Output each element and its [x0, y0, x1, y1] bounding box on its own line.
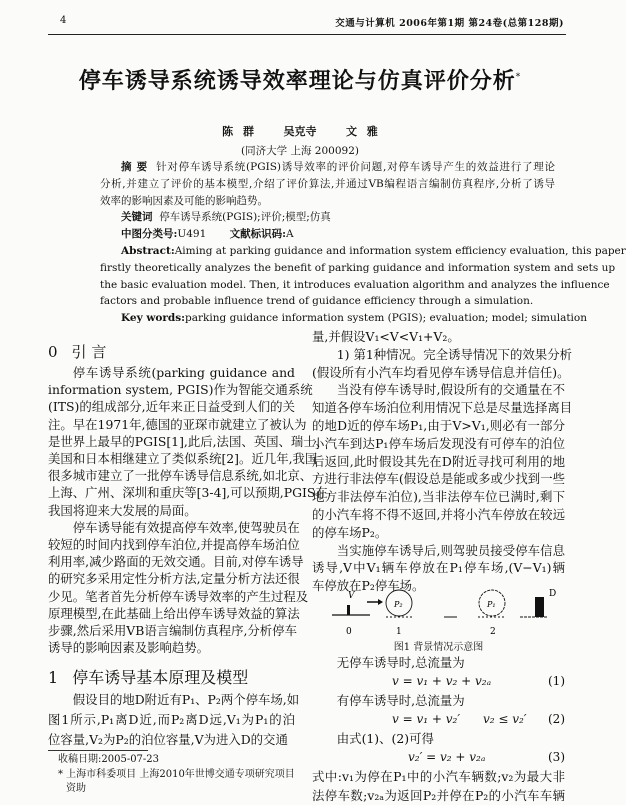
- text-line: 位容量,V₂为P₂的泊位容量,V为进入D的交通: [48, 732, 288, 747]
- text-line: 较短的时间内找到停车泊位,并提高停车场泊位: [48, 537, 300, 553]
- abstract-en-line: firstly theoretically analyzes the benefit of parking guidance and information system and sets up: [100, 261, 616, 274]
- paper-title: [0, 64, 600, 95]
- p1-label: P₁: [487, 600, 496, 609]
- text-line: information system, PGIS)作为智能交通系统: [48, 382, 313, 398]
- text-line: (假设所有小汽车均看见停车诱导信息并信任)。: [312, 364, 570, 380]
- header-rule: [48, 34, 566, 35]
- equations-block: [312, 653, 565, 805]
- text-line: 诱导的影响因素及影响趋势。: [48, 640, 210, 656]
- text-line: 利用率,减少路面的无效交通。目前,对停车诱导: [48, 554, 304, 570]
- authors: 陈 群 吴克寺 文 雅: [222, 125, 378, 138]
- text-line: 步骤,然后采用VB语言编制仿真程序,分析停车: [48, 623, 297, 639]
- equation-1: v = v₁ + v₂ + v₂ₐ (1): [312, 672, 565, 691]
- paragraph: [48, 690, 300, 750]
- abstract-cn-label: 摘 要: [121, 161, 148, 173]
- tick-label: 2: [490, 627, 496, 637]
- text-line: 是世界上最早的PGIS[1],此后,法国、英国、瑞士、: [48, 433, 329, 449]
- title-footnote-mark: *: [515, 72, 522, 83]
- where-line: 法停车数;v₂ₐ为返回P₂并停在P₂的小汽车车辆: [312, 788, 565, 803]
- footnote-funding-cont: 资助: [66, 783, 86, 794]
- destination-label: D: [549, 589, 557, 599]
- p2-label: P₂: [394, 600, 403, 609]
- title-text: 停车诱导系统诱导效率理论与仿真评价分析: [78, 68, 516, 94]
- abstract-en-line: Abstract:Aiming at parking guidance and information system efficiency evaluation, this paper: [121, 244, 626, 257]
- right-column-text: [312, 328, 573, 595]
- text-line: 的小汽车将不得不返回,并将小汽车停放在较远: [312, 506, 565, 522]
- text-line: 诱导,V中V₁辆车停放在P₁停车场,(V−V₁)辆: [312, 560, 565, 576]
- affiliation: (同济大学 上海 200092): [241, 145, 359, 157]
- abstract-en-label: Abstract:: [121, 244, 175, 257]
- footnotes: [58, 753, 298, 797]
- classification: 中图分类号:U491 文献标识码:A: [121, 228, 294, 241]
- equation-3: v₂′ = v₂ + v₂ₐ (3): [312, 748, 565, 767]
- paragraph: [312, 381, 573, 541]
- text-line: 停车诱导系统(parking guidance and: [72, 365, 295, 380]
- text-line: 上海、广州、深圳和重庆等[3-4],可以预期,PGIS在: [48, 485, 328, 501]
- arrow-head-icon: [378, 599, 383, 605]
- text-line: 少见。笔者首先分析停车诱导效率的产生过程及: [48, 588, 309, 604]
- equation-number: (3): [548, 750, 565, 764]
- text-line: 车停放在P₂停车场。: [312, 578, 425, 594]
- abstract-cn-line: 摘 要 针对停车诱导系统(PGIS)诱导效率的评价问题,对停车诱导产生的效益进行了理论: [121, 161, 556, 173]
- section-heading-principle: 1 停车诱导基本原理及模型: [48, 668, 249, 687]
- origin-marker: [347, 605, 350, 615]
- flow-label: V: [348, 591, 355, 601]
- paragraph: [48, 364, 329, 519]
- tick-label: 0: [346, 627, 352, 637]
- abstract-en-line: the basic evaluation model. Then, it introduces evaluation algorithm and analyzes the influence: [100, 278, 610, 291]
- keywords-en: Key words:parking guidance information system (PGIS); evaluation; model; simulation: [121, 312, 587, 325]
- footnote-funding: * 上海市科委项目 上海2010年世博交通专项研究项目: [58, 768, 295, 780]
- derive-text: 由式(1)、(2)可得: [336, 731, 434, 746]
- text-line: 很多城市建立了一批停车诱导信息系统,如北京、: [48, 468, 313, 484]
- with-guidance-text: 有停车诱导时,总流量为: [336, 693, 465, 708]
- footnote-received: 收稿日期:2005-07-23: [58, 754, 160, 765]
- text-line: 地方非法停车泊位),当非法停车位已满时,剩下: [312, 489, 565, 505]
- tick-label: 1: [396, 627, 402, 637]
- figure-caption: 图1 背景情况示意图: [393, 642, 484, 653]
- abstract-en-line: factors and probable influence trend of guidance efficiency through a simulation.: [100, 295, 534, 308]
- abstract-cn-line: 效率的影响因素及可能的影响趋势。: [100, 194, 268, 207]
- paragraph: [312, 542, 565, 595]
- paragraph: [312, 328, 565, 346]
- equation-2: v = v₁ + v₂′ v₂ ≤ v₂′ (2): [312, 710, 565, 729]
- where-line: 式中:v₁为停在P₁中的小汽车辆数;v₂为最大非: [312, 769, 565, 784]
- destination-building: [535, 597, 544, 617]
- paragraph: [48, 519, 309, 657]
- text-line: 方进行非法停车(假设总是能或多或少找到一些: [312, 471, 565, 487]
- text-line: 注。早在1971年,德国的亚琛市就建立了被认为: [48, 416, 307, 432]
- text-line: 1) 第1种情况。完全诱导情况下的效果分析: [336, 346, 572, 362]
- text-line: 停车诱导能有效提高停车效率,使驾驶员在: [72, 519, 300, 535]
- abstract-cn-line: 分析,并建立了评价的基本模型,介绍了评价算法,并通过VB编程语言编制仿真程序,分析了诱导: [100, 177, 555, 190]
- abstract-block: [100, 159, 626, 327]
- principle-text: [48, 690, 300, 750]
- text-line: (ITS)的组成部分,近年来正日益受到人们的关: [48, 399, 295, 415]
- figure-1-diagram: [312, 590, 565, 640]
- text-line: 我国将迎来大发展的局面。: [48, 502, 197, 518]
- text-line: 当没有停车诱导时,假设所有的交通量在不: [336, 382, 565, 398]
- paragraph: [312, 346, 572, 382]
- text-line: 图1所示,P₁离D近,而P₂离D远,V₁为P₁的泊: [48, 712, 295, 727]
- journal-info: 交通与计算机 2006年第1期 第24卷(总第128期): [335, 18, 564, 29]
- intro-text: [48, 364, 329, 656]
- text-line: 当实施停车诱导后,则驾驶员接受停车信息: [336, 542, 565, 558]
- text-line: 假设目的地D附近有P₁、P₂两个停车场,如: [72, 692, 300, 707]
- text-line: 知道各停车场泊位利用情况下总是尽量选择离目: [312, 400, 573, 416]
- text-line: 的地D近的停车场P₁,由于V>V₁,则必有一部分: [312, 417, 565, 433]
- text-line: 后返回,此时假设其先在D附近寻找可利用的地: [312, 453, 565, 469]
- text-line: 美国和日本相继建立了类似系统[2]。近几年,我国: [48, 451, 318, 467]
- section-heading-intro: 0 引 言: [48, 343, 107, 361]
- footnote-rule: [48, 750, 148, 751]
- text-line: 量,并假设V₁<V<V₁+V₂。: [312, 329, 460, 344]
- keywords-cn: 关键词 停车诱导系统(PGIS);评价;模型;仿真: [121, 211, 331, 224]
- page-number: 4: [60, 15, 67, 26]
- no-guidance-text: 无停车诱导时,总流量为: [336, 655, 465, 670]
- text-line: 小汽车到达P₁停车场后发现没有可停车的泊位: [312, 435, 565, 451]
- text-line: 原理模型,在此基础上给出停车诱导效益的算法: [48, 605, 300, 621]
- equation-number: (1): [548, 674, 565, 688]
- text-line: 的研究多采用定性分析方法,定量分析方法还很: [48, 571, 300, 587]
- equation-number: (2): [548, 712, 565, 726]
- text-line: 的停车场P₂。: [312, 524, 388, 540]
